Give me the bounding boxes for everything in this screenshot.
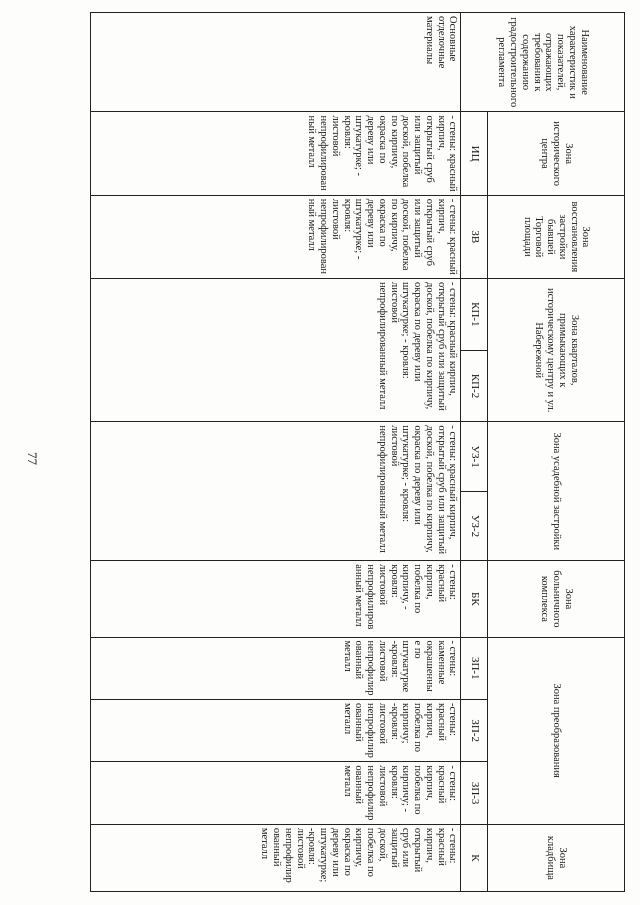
code-uz2: УЗ-2 — [461, 491, 488, 560]
cell-zp3: - стены: красный кирпич, побелка по кирпичу; - кровля: листовой непрофилированный металл — [91, 762, 461, 824]
zone-ic-header: Зона исторического центра — [488, 112, 625, 195]
zone-uz-header: Зона усадебной застройки — [488, 422, 625, 561]
zone-k-header: Зона кладбища — [488, 824, 625, 891]
cell-uz: - стены: красный кирпич, открытый сруб или защитый доской, побелка по кирпичу, окраска по дереву или штукатурке; - кровля: листовой непрофилированный металл — [91, 422, 461, 561]
regulation-table — [90, 12, 625, 892]
code-zp2: ЗП-2 — [461, 699, 488, 761]
cell-k: - стены: красный кирпич, открытый сруб или защитый доской, побелка по кирпичу, окраска по дереву или штукатурке; -кровля: листовой непрофилированный металл — [91, 824, 461, 891]
cell-bk: - стены: красный кирпич, побелка по кирпичу, - кровля: листовой непрофилированный металл — [91, 561, 461, 637]
code-kp1: КП-1 — [461, 278, 488, 350]
code-k: К — [461, 824, 488, 891]
code-uz1: УЗ-1 — [461, 422, 488, 491]
zone-bk-header: Зона больничного комплекса — [488, 561, 625, 637]
code-header-row — [461, 13, 488, 892]
rotated-table-wrapper — [90, 12, 625, 892]
page-number: 77 — [25, 452, 40, 465]
cell-zv: - стены: красный кирпич, открытый сруб или защитый доской, побелка по кирпичу, окраска по дереву или штукатурке; - кровля: листовой непрофилированный металл — [91, 195, 461, 278]
cell-ic: - стены: красный кирпич, открытый сруб или защитый доской, побелка по кирпичу, окраска по дереву или штукатурке; - кровля: листовой непрофилированный металл — [91, 112, 461, 195]
cell-zp1: - стены: каменные окрашенные по штукатурке -кровля: листовой непрофилированный металл — [91, 637, 461, 699]
code-zp3: ЗП-3 — [461, 762, 488, 824]
code-kp2: КП-2 — [461, 350, 488, 422]
characteristics-header: Наименование характеристик и показателей, отражающих требования к содержанию градостроительного регламента — [461, 13, 625, 112]
row-label: Основные отделочные материалы — [91, 13, 461, 112]
materials-row — [91, 13, 461, 892]
zone-kp-header: Зона кварталов, примыкающих к историческому центру и ул. Набережной — [488, 278, 625, 421]
cell-zp2: -стены: красный кирпич, побелка по кирпичу; -кровля: листовой непрофилированный металл — [91, 699, 461, 761]
code-bk: БК — [461, 561, 488, 637]
code-zv: ЗВ — [461, 195, 488, 278]
code-ic: ИЦ — [461, 112, 488, 195]
cell-kp: - стены: красный кирпич, открытый сруб или защитый доской, побелка по кирпичу, окраска по дереву или штукатурке; - кровля: листовой непрофилированный металл — [91, 278, 461, 421]
zone-zp-header: Зона преобразования — [488, 637, 625, 824]
zone-zv-header: Зона восстановления застройки бывшей Торговой площади — [488, 195, 625, 278]
zone-header-row — [488, 13, 625, 892]
code-zp1: ЗП-1 — [461, 637, 488, 699]
